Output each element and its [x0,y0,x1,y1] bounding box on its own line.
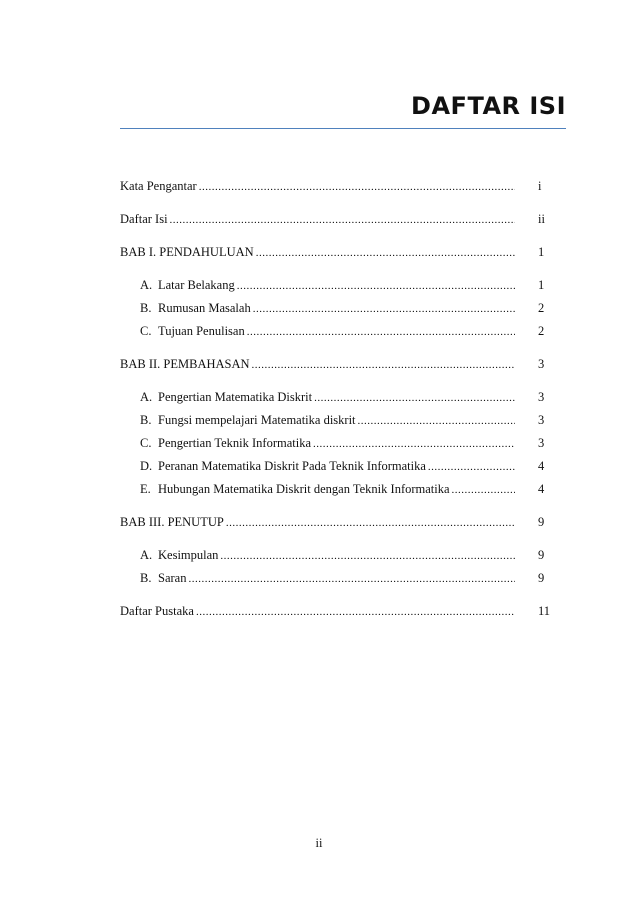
toc-entry-label [140,457,426,475]
toc-entry-marker: B. [140,571,152,585]
page-title: DAFTAR ISI [411,92,566,120]
toc-entry[interactable] [140,388,515,406]
toc-page-number: 2 [538,301,545,315]
toc-dot-leader [252,356,515,373]
toc-entry-text: Rumusan Masalah [158,301,251,315]
toc-row [0,602,638,620]
toc-entry[interactable] [140,299,515,317]
toc-entry-label [140,434,311,452]
toc-dot-leader [196,603,515,620]
toc-entry-text: Tujuan Penulisan [158,324,245,338]
toc-row [0,243,638,261]
toc-dot-leader [237,277,515,294]
toc-entry[interactable] [140,569,515,587]
toc-entry-label [120,177,197,195]
toc-row [0,434,638,452]
toc-entry[interactable] [140,434,515,452]
toc-page-number: ii [538,212,545,226]
toc-page-number: 9 [538,548,545,562]
toc-entry-label [140,411,356,429]
toc-page-number: 9 [538,515,545,529]
toc-entry[interactable] [140,546,515,564]
toc-row [0,457,638,475]
toc-entry[interactable] [140,457,515,475]
toc-entry-marker: C. [140,324,152,338]
toc-page-number: i [538,179,542,193]
toc-entry-label [140,322,245,340]
toc-entry-text: Fungsi mempelajari Matematika diskrit [158,413,356,427]
toc-page-number: 4 [538,482,545,496]
toc-dot-leader [188,570,515,587]
toc-entry-label [120,210,168,228]
toc-page-number: 3 [538,357,545,371]
toc-entry[interactable] [120,355,515,373]
toc-page-number: 2 [538,324,545,338]
toc-dot-leader [247,323,515,340]
toc-row [0,480,638,498]
toc-entry-text: Kesimpulan [158,548,219,562]
toc-row [0,210,638,228]
toc-entry-marker: A. [140,548,153,562]
toc-dot-leader [256,244,515,261]
toc-entry[interactable] [120,243,515,261]
toc-entry-text: Saran [158,571,187,585]
toc-page-number: 3 [538,390,545,404]
toc-entry-marker: E. [140,482,151,496]
toc-entry-label [140,546,218,564]
toc-dot-leader [358,412,515,429]
toc-dot-leader [452,481,515,498]
toc-entry[interactable] [140,411,515,429]
toc-dot-leader [253,300,515,317]
page-number: ii [315,836,323,850]
toc-entry-text: BAB III. PENUTUP [120,515,224,529]
toc-entry-label [140,276,235,294]
toc-entry-label [120,602,194,620]
toc-entry-marker: B. [140,301,152,315]
toc-entry-label [120,513,224,531]
toc-entry[interactable] [120,602,515,620]
toc-row [0,177,638,195]
toc-entry-text: BAB I. PENDAHULUAN [120,245,254,259]
toc-dot-leader [199,178,515,195]
toc-page-number: 1 [538,278,545,292]
toc-entry-marker: A. [140,390,153,404]
toc-entry-text: Hubungan Matematika Diskrit dengan Teknik Informatika [158,482,450,496]
toc-entry-text: Pengertian Teknik Informatika [158,436,312,450]
toc-page-number: 11 [538,604,551,618]
toc-entry-label [140,299,251,317]
toc-page-number: 3 [538,413,545,427]
toc-entry[interactable] [140,322,515,340]
toc-dot-leader [314,389,515,406]
toc-row [0,322,638,340]
toc-row [0,569,638,587]
toc-row [0,388,638,406]
toc-dot-leader [428,458,515,475]
toc-row [0,276,638,294]
toc-page-number: 9 [538,571,545,585]
toc-entry-text: Kata Pengantar [120,179,197,193]
toc-entry-label [120,355,250,373]
toc-dot-leader [220,547,515,564]
toc-entry-text: Latar Belakang [158,278,235,292]
toc-entry-text: Daftar Isi [120,212,168,226]
toc-entry-label [140,569,186,587]
toc-entry[interactable] [120,177,515,195]
toc-entry-label [140,388,312,406]
toc-row [0,299,638,317]
toc-entry-text: Pengertian Matematika Diskrit [158,390,313,404]
toc-entry-text: Daftar Pustaka [120,604,194,618]
toc-row [0,513,638,531]
toc-page-number: 3 [538,436,545,450]
toc-page-number: 1 [538,245,545,259]
toc-page-number: 4 [538,459,545,473]
toc-dot-leader [313,435,515,452]
toc-entry-text: Peranan Matematika Diskrit Pada Teknik Informatika [158,459,426,473]
toc-entry-text: BAB II. PEMBAHASAN [120,357,250,371]
toc-row [0,355,638,373]
toc-row [0,411,638,429]
toc-entry[interactable] [140,276,515,294]
toc-entry[interactable] [120,210,515,228]
toc-row [0,546,638,564]
toc-entry-label [120,243,254,261]
toc-entry-marker: C. [140,436,152,450]
toc-entry-marker: D. [140,459,153,473]
toc-entry-marker: A. [140,278,153,292]
toc-dot-leader [170,211,515,228]
toc-entry[interactable] [120,513,515,531]
toc-entry-marker: B. [140,413,152,427]
toc-entry[interactable] [140,480,515,498]
toc-dot-leader [226,514,515,531]
toc-entry-label [140,480,450,498]
